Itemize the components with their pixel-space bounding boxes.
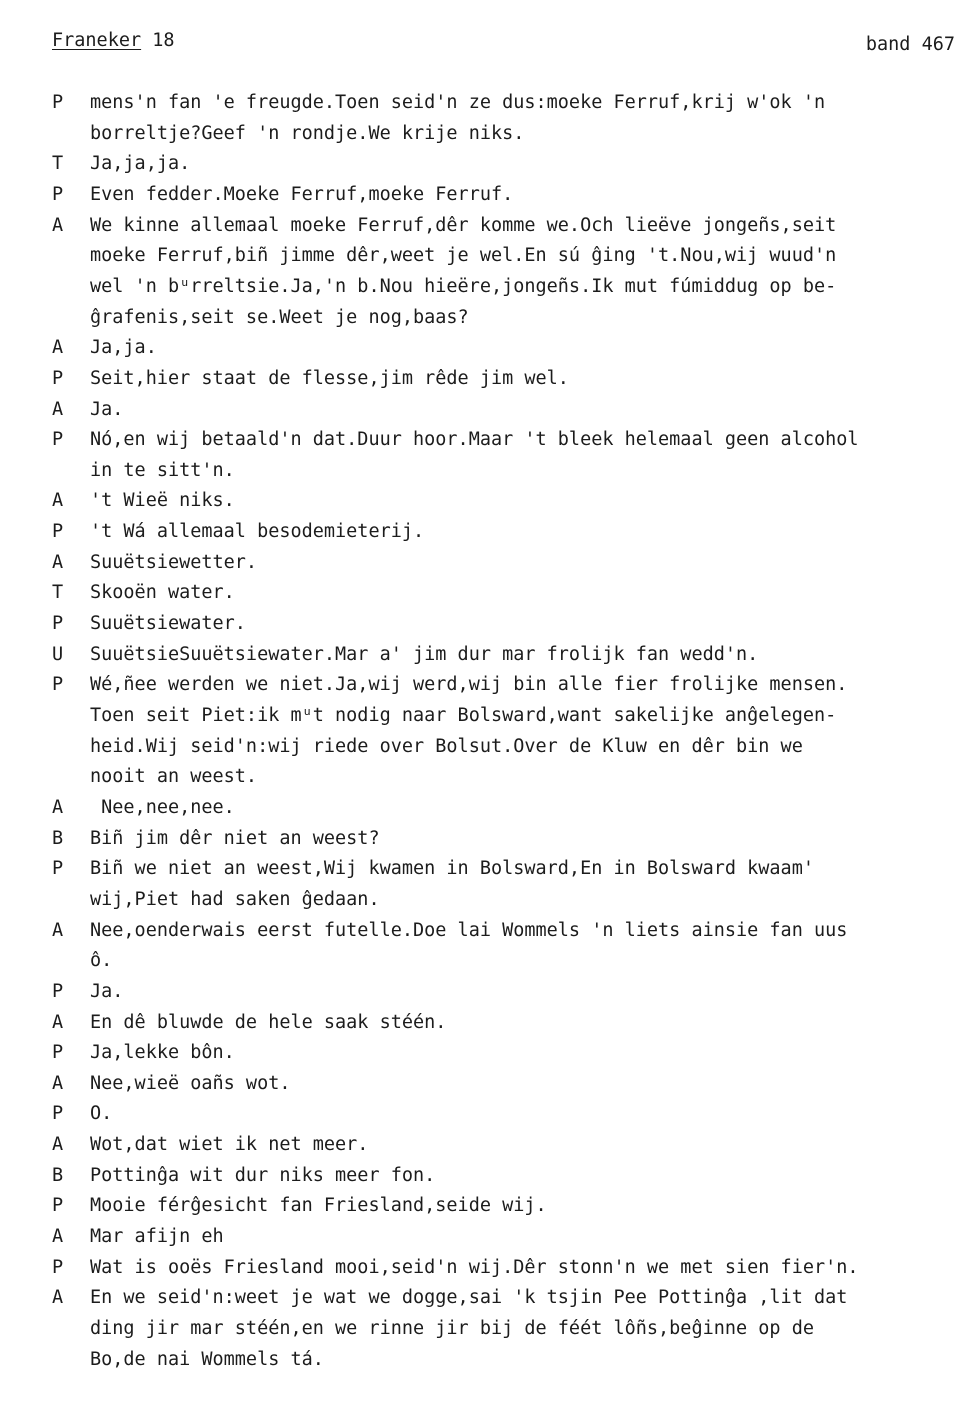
speaker-label: P [52, 613, 64, 635]
line-text: Nee,oenderwais eerst futelle.Doe lai Wommels 'n liets ainsie fan uus [90, 919, 848, 941]
line-text: in te sitt'n. [90, 459, 235, 481]
line-text: ĝrafenis,seit se.Weet je nog,baas? [90, 306, 469, 328]
speaker-label: P [52, 521, 64, 543]
line-text: Mar afijn eh [90, 1226, 224, 1248]
line-text: mens'n fan 'e freugde.Toen seid'n ze dus:moeke Ferruf,krij w'ok 'n [90, 92, 826, 113]
line-text: Ja. [90, 398, 124, 420]
speaker-label: T [52, 153, 64, 175]
line-text: 't Wá allemaal besodemieterij. [90, 521, 425, 543]
line-text: Nee,nee,nee. [90, 796, 235, 818]
speaker-label: P [52, 674, 64, 696]
line-text: Mooie férĝesicht fan Friesland,seide wij. [90, 1195, 547, 1217]
page-number: 18 [152, 30, 175, 51]
speaker-label: P [52, 367, 64, 389]
speaker-label: A [52, 214, 64, 236]
page-header-left [52, 30, 175, 51]
line-text: Even fedder.Moeke Ferruf,moeke Ferruf. [90, 183, 514, 205]
line-text: Nó,en wij betaald'n dat.Duur hoor.Maar 't bleek helemaal geen alcohol [90, 429, 859, 451]
line-text: Pottinĝa wit dur niks meer fon. [90, 1164, 436, 1186]
speaker-label: P [52, 980, 64, 1002]
place-name: Franeker [52, 30, 142, 51]
line-text: Wot,dat wiet ik net meer. [90, 1134, 369, 1156]
line-text: Biñ we niet an weest,Wij kwamen in Bolsward,En in Bolsward kwaam' [90, 858, 814, 880]
speaker-label: P [52, 858, 64, 880]
line-text: Ja,lekke bôn. [90, 1042, 235, 1064]
line-text: En we seid'n:weet je wat we dogge,sai 'k tsjin Pee Pottinĝa ,lit dat [90, 1287, 848, 1309]
line-text: Skooën water. [90, 582, 235, 604]
line-text: Ja,ja. [90, 337, 157, 359]
line-text: Seit,hier staat de flesse,jim rêde jim wel. [90, 367, 569, 389]
speaker-label: A [52, 1072, 64, 1094]
speaker-label: P [52, 1256, 64, 1278]
line-text: wij,Piet had saken ĝedaan. [90, 888, 380, 910]
speaker-label: B [52, 1164, 64, 1186]
line-text: borreltje?Geef 'n rondje.We krije niks. [90, 122, 525, 144]
speaker-label: A [52, 551, 64, 573]
line-text: heid.Wij seid'n:wij riede over Bolsut.Over de Kluw en dêr bin we [90, 735, 803, 757]
speaker-label: A [52, 1287, 64, 1309]
speaker-label: P [52, 183, 64, 205]
line-text: Suuëtsiewater. [90, 613, 246, 635]
speaker-label: T [52, 582, 64, 604]
line-text: Biñ jim dêr niet an weest? [90, 827, 380, 849]
speaker-label: A [52, 919, 64, 941]
line-text: nooit an weest. [90, 766, 258, 788]
line-text: Wé,ñee werden we niet.Ja,wij werd,wij bin alle fier frolijke mensen. [90, 674, 848, 696]
line-text: Suuëtsiewetter. [90, 551, 258, 573]
speaker-label: P [52, 1195, 64, 1217]
speaker-label: B [52, 827, 64, 849]
speaker-label: P [52, 429, 64, 451]
line-text: Toen seit Piet:ik mᵘt nodig naar Bolsward,want sakelijke anĝelegen- [90, 705, 837, 726]
speaker-label: A [52, 398, 64, 420]
speaker-label: U [52, 643, 64, 665]
speaker-label: A [52, 337, 64, 359]
speaker-label: A [52, 1011, 64, 1033]
speaker-label: A [52, 1226, 64, 1248]
line-text: SuuëtsieSuuëtsiewater.Mar a' jim dur mar frolijk fan wedd'n. [90, 643, 759, 665]
line-text: Nee,wieë oañs wot. [90, 1072, 291, 1094]
line-text: Bo,de nai Wommels tá. [90, 1348, 324, 1370]
line-text: Wat is ooës Friesland mooi,seid'n wij.Dêr stonn'n we met sien fier'n. [90, 1256, 859, 1278]
speaker-label: P [52, 1103, 64, 1125]
speaker-label: A [52, 490, 64, 512]
line-text: Ja,ja,ja. [90, 153, 191, 175]
speaker-label: A [52, 796, 64, 818]
line-text: O. [90, 1103, 113, 1125]
line-text: moeke Ferruf,biñ jimme dêr,weet je wel.En sú ĝing 't.Nou,wij wuud'n [90, 245, 837, 267]
speaker-label: P [52, 1042, 64, 1064]
line-text: wel 'n bᵘrreltsie.Ja,'n b.Nou hieëre,jongeñs.Ik mut fúmiddug op be- [90, 275, 837, 297]
line-text: 't Wieë niks. [90, 490, 235, 512]
line-text: We kinne allemaal moeke Ferruf,dêr komme we.Och lieëve jongeñs,seit [90, 214, 837, 236]
speaker-label: A [52, 1134, 64, 1156]
line-text: ô. [90, 950, 113, 972]
band-number: band 467 [865, 34, 955, 55]
line-text: ding jir mar stéén,en we rinne jir bij de féét lôñs,beĝinne op de [90, 1318, 814, 1339]
speaker-label: P [52, 92, 64, 113]
line-text: Ja. [90, 980, 124, 1002]
line-text: En dê bluwde de hele saak stéén. [90, 1011, 447, 1033]
